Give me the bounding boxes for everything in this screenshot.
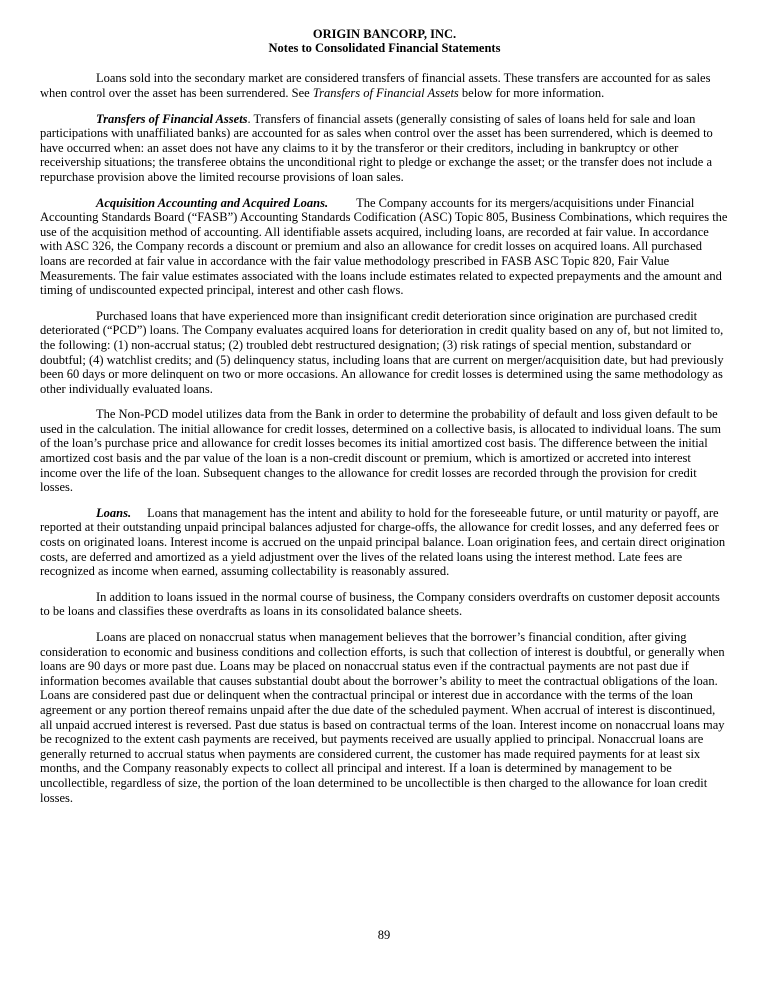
- paragraph-non-pcd-model: [40, 407, 729, 495]
- paragraph-text: Loans are placed on nonaccrual status when management believes that the borrower’s financial condition, after giving consideration to economic and business conditions and collection efforts, is such that collection of interest is doubtful, or generally when loans are 90 days or more past due. Loans may be placed on nonaccrual status even if the contractual payments are not past due if information becomes available that causes substantial doubt about the borrower’s ability to meet the contractual obligations of the loan. Loans are considered past due or delinquent when the contractual principal or interest due in accordance with the terms of the loan agreement or any portion thereof remains unpaid after the due date of the scheduled payment. When accrual of interest is discontinued, all unpaid accrued interest is reversed. Past due status is based on contractual terms of the loan. Interest income on nonaccrual loans may be recognized to the extent cash payments are received, but payments received are usually applied to principal. Nonaccrual loans are generally returned to accrual status when payments are considered current, the customer has made required payments for at least six months, and the Company reasonably expects to collect all principal and interest. If a loan is determined by management to be uncollectible, regardless of size, the portion of the loan determined to be uncollectible is then charged to the allowance for loan credit losses.: [40, 630, 725, 805]
- section-lead-loans: Loans.: [96, 505, 132, 520]
- document-subtitle: Notes to Consolidated Financial Statements: [268, 41, 501, 56]
- paragraph-text: Purchased loans that have experienced more than insignificant credit deterioration since origination are purchased credit deteriorated (“PCD”) loans. The Company evaluates acquired loans for deterioration in credit quality based on any of, but not limited to, the following: (1) non-accrual status; (2) troubled debt restructured designation; (3) risk ratings of special mention, substandard or doubtful; (4) watchlist credits; and (5) delinquency status, including loans that are current on merger/acquisition date, but had previously been 60 days or more delinquent on two or more occasions. An allowance for credit losses is determined using the same methodology as other individually evaluated loans.: [40, 308, 724, 396]
- company-name: ORIGIN BANCORP, INC.: [312, 27, 457, 41]
- page-number: 89: [377, 928, 391, 942]
- paragraph-pcd-loans: [40, 309, 729, 397]
- section-lead-acquisition: Acquisition Accounting and Acquired Loans.: [96, 195, 329, 210]
- paragraph-text: . Transfers of financial assets (generally consisting of sales of loans held for sale and loan participations with unaffiliated banks) are accounted for as sales when control over the asset has been surrendered, which is deemed to have occurred when: an asset does not have any claims to it by the transferor or their creditors, including in bankruptcy or other receivership situations; the transferee obtains the unconditional right to pledge or exchange the asset; or the transfer does not include a repurchase provision above the limited recourse provisions of loan sales.: [40, 111, 713, 184]
- paragraph-nonaccrual-status: [40, 630, 729, 805]
- paragraph-transfers-of-financial-assets: [40, 112, 729, 185]
- section-lead-transfers: Transfers of Financial Assets: [96, 111, 248, 126]
- paragraph-text: In addition to loans issued in the normal course of business, the Company considers overdrafts on customer deposit accounts to be loans and classifies these overdrafts as loans in its consolidated balance sheets.: [40, 589, 720, 619]
- document-body: [40, 71, 729, 805]
- paragraph-text: below for more information.: [458, 86, 605, 100]
- paragraph-acquisition-accounting: [40, 196, 729, 298]
- paragraph-text: The Non-PCD model utilizes data from the Bank in order to determine the probability of default and loss given default to be used in the calculation. The initial allowance for credit losses, determined on a collective basis, is allocated to individual loans. The sum of the loan’s purchase price and allowance for credit losses becomes its initial amortized cost basis. The difference between the initial amortized cost basis and the par value of the loan is a non-credit discount or premium, which is amortized or accreted into interest income over the life of the loan. Subsequent changes to the allowance for credit losses are recorded through the provision for credit losses.: [40, 407, 721, 495]
- paragraph-text: Loans that management has the intent and ability to hold for the foreseeable future, or until maturity or payoff, are reported at their outstanding unpaid principal balances adjusted for charge-offs, the allowance for credit losses, and any deferred fees or costs on originated loans. Interest income is accrued on the unpaid principal balance. Loan origination fees, and certain direct origination costs, are deferred and amortized as a yield adjustment over the lives of the related loans using the interest method. Late fees are recognized as income when earned, assuming collectability is reasonably assured.: [40, 505, 726, 579]
- document-header: [40, 27, 729, 55]
- paragraph-text: The Company accounts for its mergers/acquisitions under Financial Accounting Standards Board (“FASB”) Accounting Standards Codification (ASC) Topic 805, Business Combinations, which requires the use of the acquisition method of accounting. All identifiable assets acquired, including loans, are recorded at fair value. In accordance with ASC 326, the Company records a discount or premium and also an allowance for credit losses on acquired loans. All purchased loans are recorded at fair value in accordance with the fair value methodology prescribed in FASB ASC Topic 820, Fair Value Measurements. The fair value estimates associated with the loans include estimates related to expected prepayments and the amount and timing of undiscounted expected principal, interest and other cash flows.: [40, 195, 728, 298]
- italic-reference-text: Transfers of Financial Assets: [312, 86, 459, 100]
- paragraph-text: Loans sold into the secondary market are considered transfers of financial assets. These transfers are accounted for as sales when control over the asset has been surrendered. See: [40, 71, 711, 100]
- paragraph-overdrafts: [40, 590, 729, 619]
- paragraph-loans-sold: [40, 71, 729, 100]
- paragraph-loans: [40, 506, 729, 579]
